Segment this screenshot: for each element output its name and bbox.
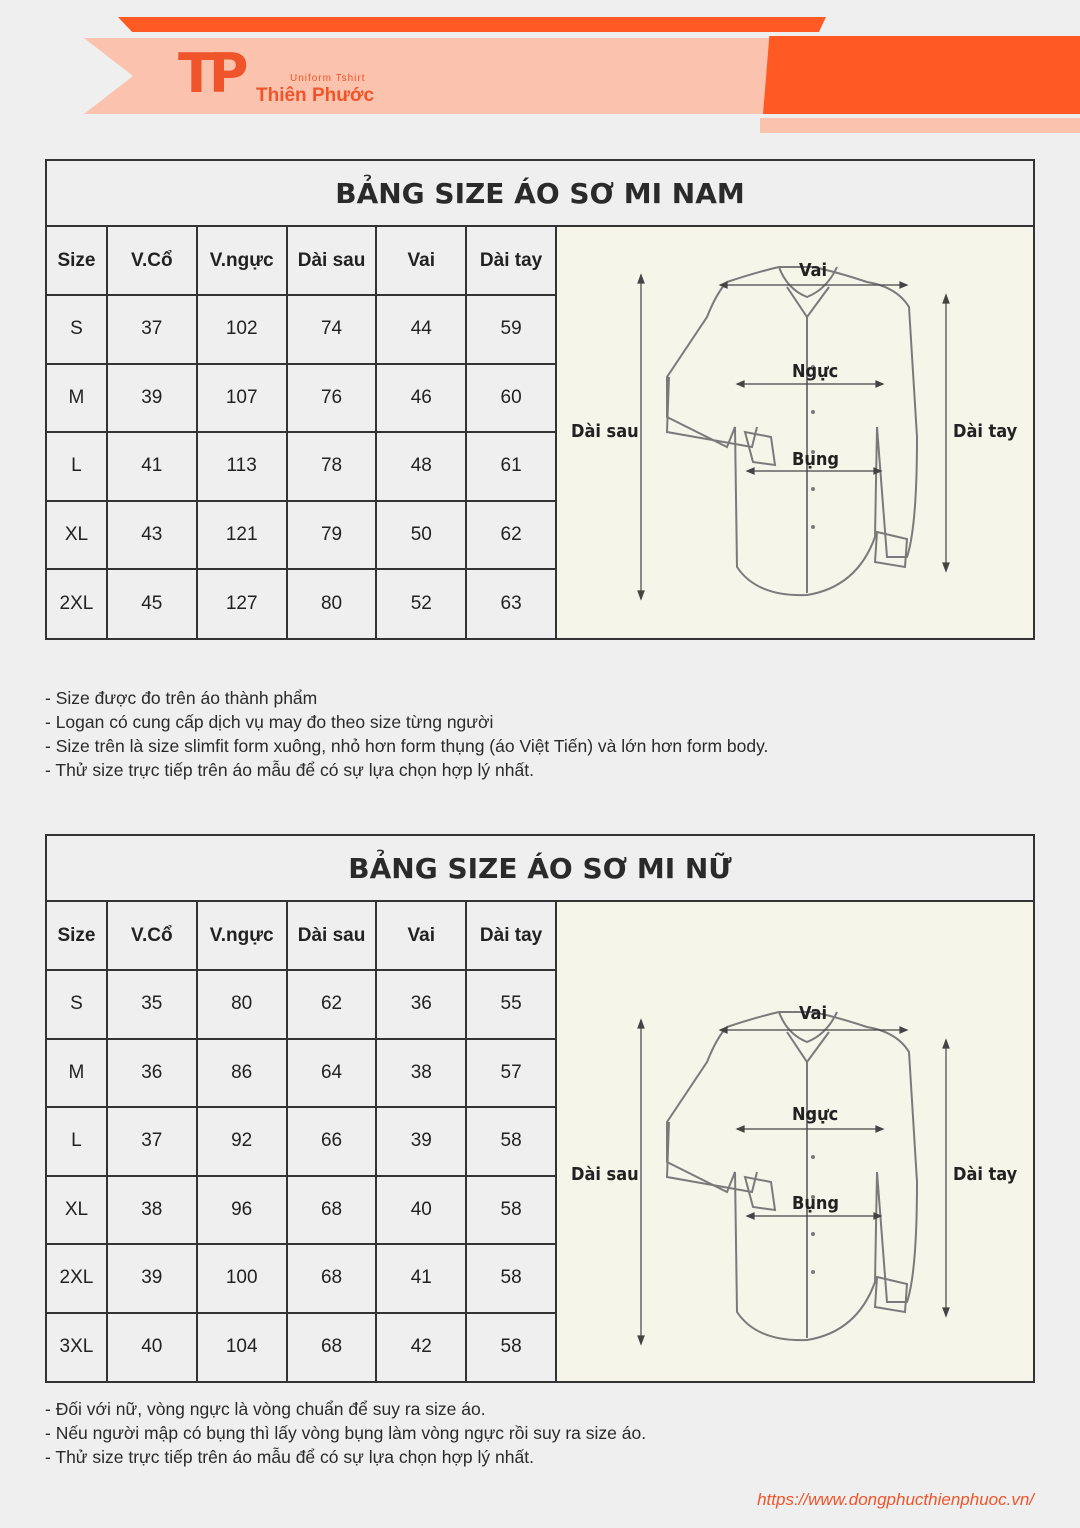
measure-cell: 66 <box>287 1107 377 1176</box>
table-row <box>47 432 556 501</box>
table-header-row <box>47 902 556 970</box>
measure-cell: 39 <box>107 364 197 433</box>
column-header: Dài sau <box>287 227 377 295</box>
size-cell: 3XL <box>47 1313 107 1382</box>
note-line: - Logan có cung cấp dịch vụ may đo theo size từng người <box>45 712 494 732</box>
column-header: V.Cổ <box>107 902 197 970</box>
column-header: Vai <box>376 902 466 970</box>
table-row <box>47 1107 556 1176</box>
men-label-dai-tay: Dài tay <box>953 421 1018 442</box>
measure-cell: 58 <box>466 1107 556 1176</box>
men-size-chart <box>45 159 1035 640</box>
measure-cell: 64 <box>287 1039 377 1108</box>
table-row <box>47 501 556 570</box>
measure-cell: 121 <box>197 501 287 570</box>
men-label-dai-sau: Dài sau <box>571 421 639 442</box>
measure-cell: 58 <box>466 1176 556 1245</box>
table-row <box>47 1313 556 1382</box>
measure-cell: 35 <box>107 970 197 1039</box>
table-header-row <box>47 227 556 295</box>
size-cell: M <box>47 364 107 433</box>
men-label-nguc: Ngực <box>792 361 839 382</box>
measure-cell: 61 <box>466 432 556 501</box>
column-header: Dài tay <box>466 227 556 295</box>
measure-cell: 100 <box>197 1244 287 1313</box>
measure-cell: 36 <box>107 1039 197 1108</box>
measure-cell: 127 <box>197 569 287 638</box>
column-header: Size <box>47 227 107 295</box>
logo-mark: TP <box>178 42 243 105</box>
column-header: V.Cổ <box>107 227 197 295</box>
size-cell: 2XL <box>47 1244 107 1313</box>
women-label-dai-tay: Dài tay <box>953 1164 1018 1185</box>
men-size-table <box>47 227 557 638</box>
women-label-dai-sau: Dài sau <box>571 1164 639 1185</box>
men-label-vai: Vai <box>799 260 828 281</box>
men-chart-title: BẢNG SIZE ÁO SƠ MI NAM <box>47 161 1033 227</box>
men-shirt-diagram <box>557 227 1033 638</box>
women-label-vai: Vai <box>799 1003 828 1024</box>
measure-cell: 42 <box>376 1313 466 1382</box>
size-cell: S <box>47 295 107 364</box>
column-header: Dài sau <box>287 902 377 970</box>
note-line: - Đối với nữ, vòng ngực là vòng chuẩn để suy ra size áo. <box>45 1399 486 1419</box>
women-notes <box>45 1397 646 1469</box>
measure-cell: 76 <box>287 364 377 433</box>
column-header: Vai <box>376 227 466 295</box>
website-link[interactable]: https://www.dongphucthienphuoc.vn/ <box>757 1490 1034 1509</box>
shirt-sketch-icon <box>557 902 1031 1378</box>
measure-cell: 86 <box>197 1039 287 1108</box>
measure-cell: 107 <box>197 364 287 433</box>
table-row <box>47 569 556 638</box>
size-cell: M <box>47 1039 107 1108</box>
measure-cell: 39 <box>376 1107 466 1176</box>
measure-cell: 38 <box>376 1039 466 1108</box>
measure-cell: 68 <box>287 1313 377 1382</box>
measure-cell: 55 <box>466 970 556 1039</box>
measure-cell: 40 <box>107 1313 197 1382</box>
measure-cell: 62 <box>466 501 556 570</box>
women-size-table <box>47 902 557 1381</box>
men-label-bung: Bụng <box>792 449 839 470</box>
measure-cell: 58 <box>466 1244 556 1313</box>
measure-cell: 92 <box>197 1107 287 1176</box>
column-header: Dài tay <box>466 902 556 970</box>
size-cell: 2XL <box>47 569 107 638</box>
header-accent-block <box>763 36 1080 114</box>
measure-cell: 60 <box>466 364 556 433</box>
measure-cell: 80 <box>287 569 377 638</box>
note-line: - Thử size trực tiếp trên áo mẫu để có sự lựa chọn hợp lý nhất. <box>45 1447 534 1467</box>
measure-cell: 37 <box>107 295 197 364</box>
measure-cell: 41 <box>376 1244 466 1313</box>
note-line: - Thử size trực tiếp trên áo mẫu để có sự lựa chọn hợp lý nhất. <box>45 760 534 780</box>
measure-cell: 68 <box>287 1244 377 1313</box>
measure-cell: 102 <box>197 295 287 364</box>
brand-tagline: Uniform Tshirt <box>290 73 366 84</box>
size-cell: L <box>47 432 107 501</box>
women-size-chart <box>45 834 1035 1383</box>
note-line: - Nếu người mập có bụng thì lấy vòng bụng làm vòng ngực rồi suy ra size áo. <box>45 1423 647 1443</box>
measure-cell: 41 <box>107 432 197 501</box>
column-header: Size <box>47 902 107 970</box>
size-cell: XL <box>47 501 107 570</box>
measure-cell: 79 <box>287 501 377 570</box>
table-row <box>47 1176 556 1245</box>
column-header: V.ngực <box>197 227 287 295</box>
men-notes <box>45 686 768 782</box>
table-row <box>47 295 556 364</box>
size-cell: XL <box>47 1176 107 1245</box>
measure-cell: 113 <box>197 432 287 501</box>
measure-cell: 48 <box>376 432 466 501</box>
measure-cell: 58 <box>466 1313 556 1382</box>
measure-cell: 96 <box>197 1176 287 1245</box>
measure-cell: 59 <box>466 295 556 364</box>
table-row <box>47 1244 556 1313</box>
measure-cell: 74 <box>287 295 377 364</box>
note-line: - Size được đo trên áo thành phẩm <box>45 688 318 708</box>
header-accent-stripe <box>760 118 1080 133</box>
women-chart-title: BẢNG SIZE ÁO SƠ MI NỮ <box>47 836 1033 902</box>
note-line: - Size trên là size slimfit form xuông, nhỏ hơn form thụng (áo Việt Tiến) và lớn hơn form body. <box>45 736 769 756</box>
measure-cell: 39 <box>107 1244 197 1313</box>
measure-cell: 40 <box>376 1176 466 1245</box>
measure-cell: 63 <box>466 569 556 638</box>
measure-cell: 36 <box>376 970 466 1039</box>
measure-cell: 62 <box>287 970 377 1039</box>
measure-cell: 43 <box>107 501 197 570</box>
measure-cell: 50 <box>376 501 466 570</box>
column-header: V.ngực <box>197 902 287 970</box>
women-label-bung: Bụng <box>792 1193 839 1214</box>
women-shirt-diagram <box>557 902 1033 1381</box>
measure-cell: 38 <box>107 1176 197 1245</box>
table-row <box>47 1039 556 1108</box>
table-row <box>47 364 556 433</box>
measure-cell: 46 <box>376 364 466 433</box>
measure-cell: 78 <box>287 432 377 501</box>
measure-cell: 45 <box>107 569 197 638</box>
measure-cell: 57 <box>466 1039 556 1108</box>
header-top-stripe <box>118 17 826 32</box>
women-label-nguc: Ngực <box>792 1104 839 1125</box>
measure-cell: 52 <box>376 569 466 638</box>
measure-cell: 104 <box>197 1313 287 1382</box>
table-row <box>47 970 556 1039</box>
size-cell: S <box>47 970 107 1039</box>
measure-cell: 37 <box>107 1107 197 1176</box>
measure-cell: 44 <box>376 295 466 364</box>
measure-cell: 68 <box>287 1176 377 1245</box>
size-cell: L <box>47 1107 107 1176</box>
measure-cell: 80 <box>197 970 287 1039</box>
brand-name: Thiên Phước <box>256 85 375 106</box>
brand-logo <box>178 43 378 109</box>
